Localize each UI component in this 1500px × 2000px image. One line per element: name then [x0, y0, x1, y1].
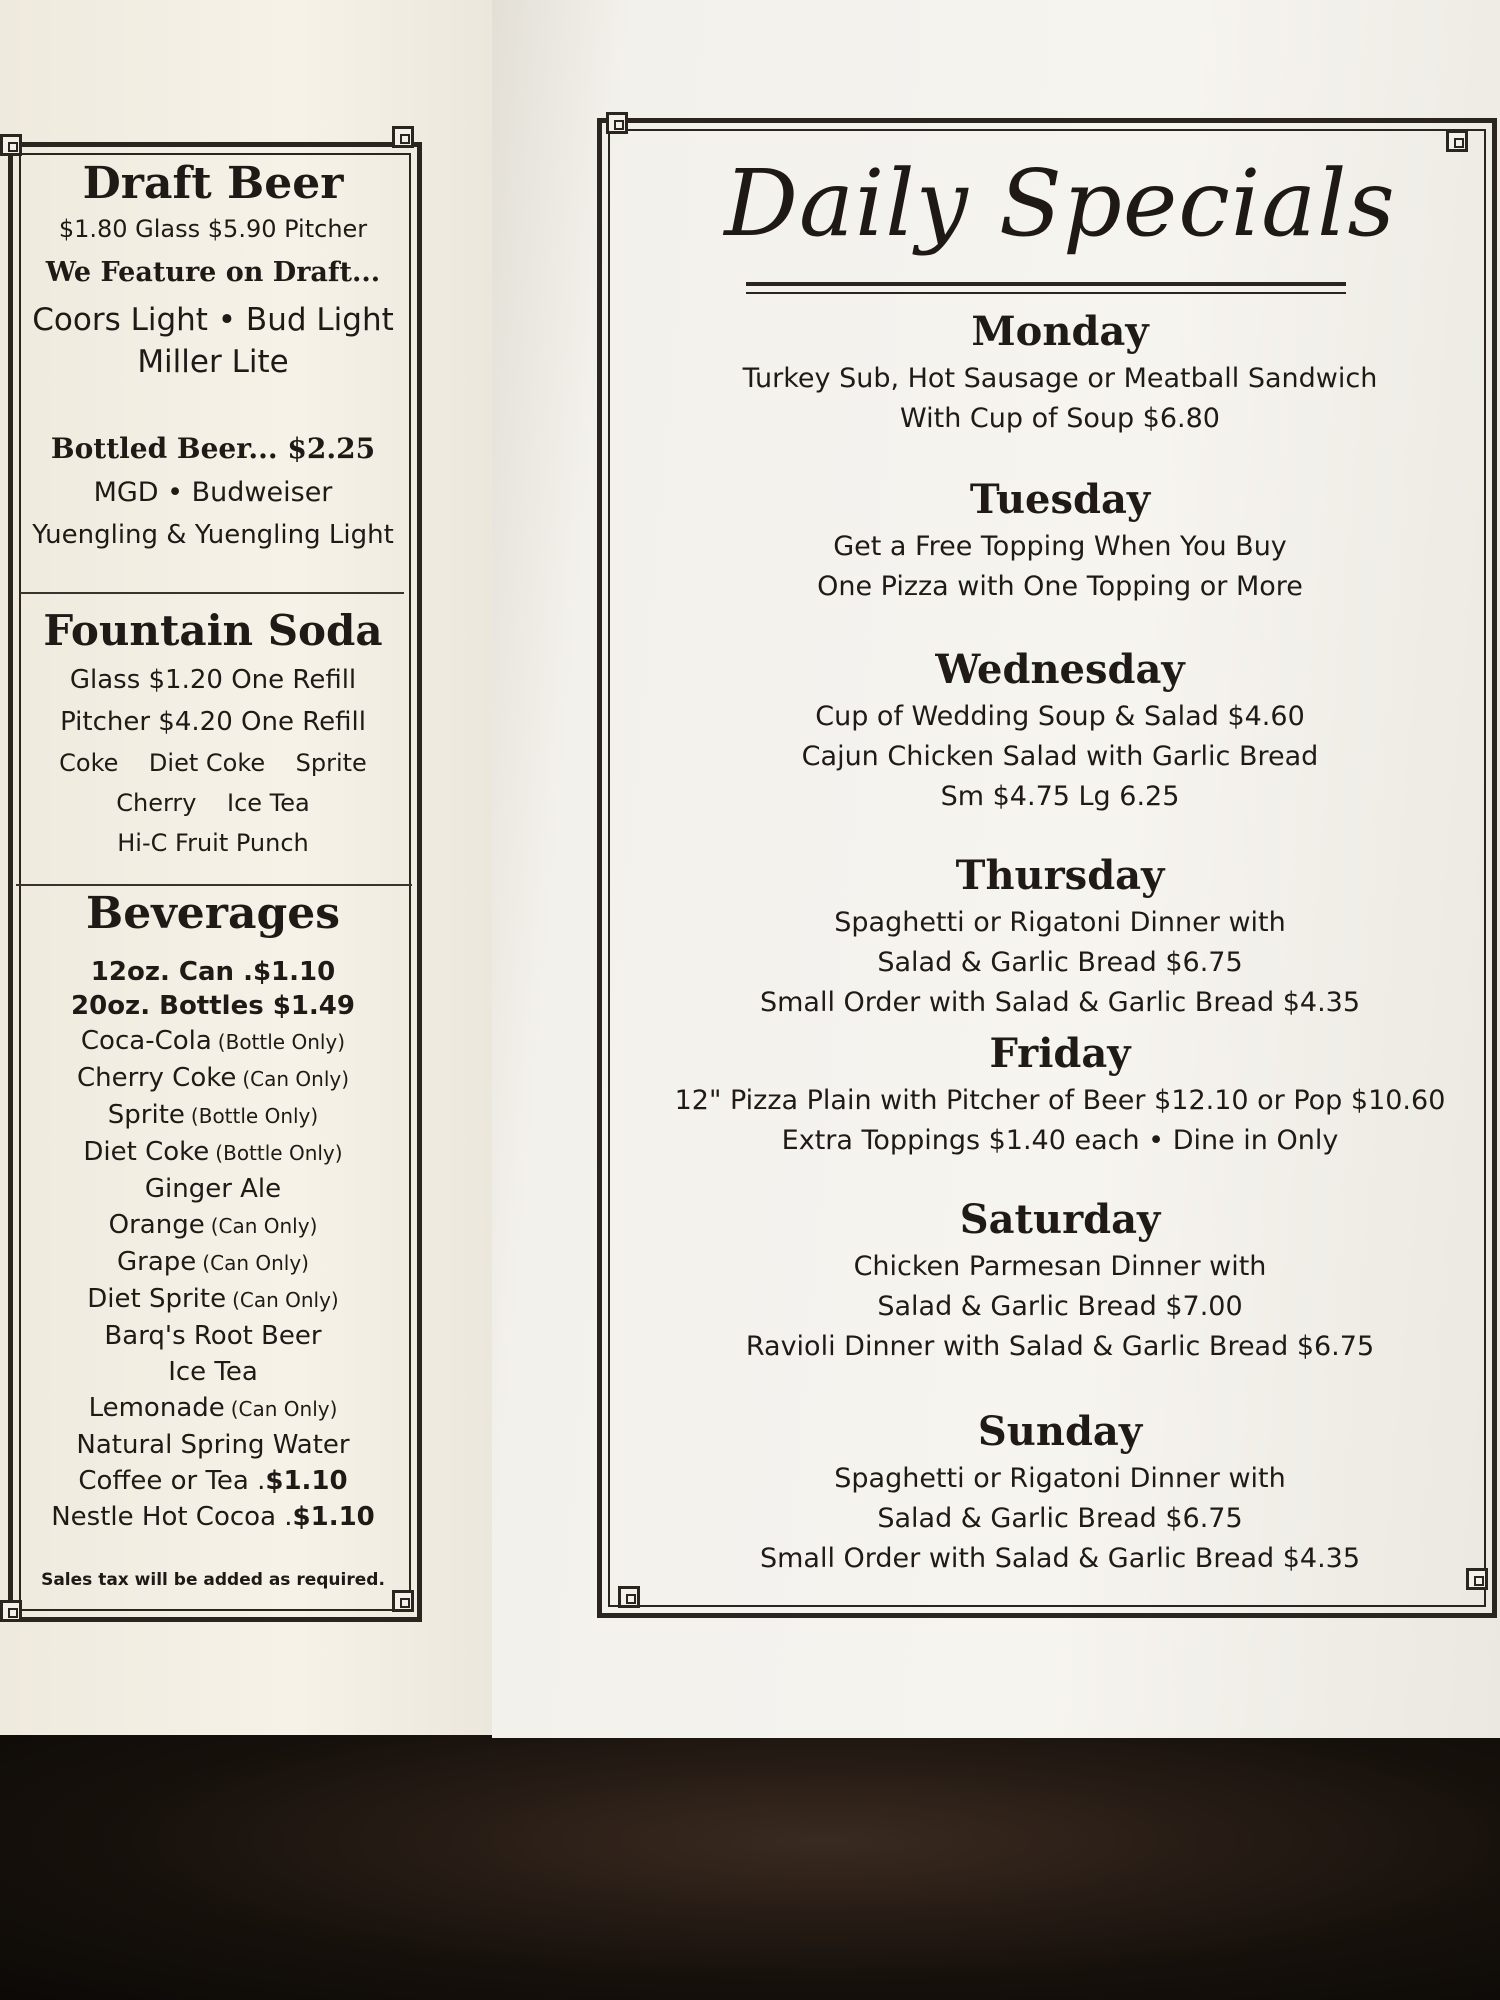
beverages-bottle-price: 20oz. Bottles $1.49: [71, 991, 355, 1021]
special-line: Small Order with Salad & Garlic Bread $4.35: [759, 1543, 1361, 1574]
beverage-item: [18, 1171, 408, 1207]
beverage-item: [18, 1244, 408, 1281]
beverage-item: [18, 1354, 408, 1390]
beverage-note: (Can Only): [232, 1288, 339, 1312]
special-friday: [640, 1030, 1480, 1161]
special-wednesday: [640, 646, 1480, 817]
special-line: Chicken Parmesan Dinner with: [853, 1251, 1267, 1282]
fountain-flavors-line-2: Cherry Ice Tea: [116, 789, 310, 817]
beverage-item: [18, 1134, 408, 1171]
beverage-item: [18, 1318, 408, 1354]
day-heading: Tuesday: [969, 476, 1151, 523]
beverage-name: Natural Spring Water: [76, 1430, 350, 1460]
fountain-flavors-line-1: Coke Diet Coke Sprite: [59, 749, 367, 777]
bottled-beer-title: Bottled Beer... $2.25: [50, 432, 376, 465]
beverage-name: Diet Sprite: [87, 1284, 227, 1314]
special-line: Spaghetti or Rigatoni Dinner with: [834, 907, 1286, 938]
special-line: Get a Free Topping When You Buy: [833, 531, 1287, 562]
beverage-price: $1.10: [265, 1466, 348, 1496]
beverage-name: Coffee or Tea .: [78, 1466, 266, 1496]
special-line: Ravioli Dinner with Salad & Garlic Bread $6.75: [745, 1331, 1375, 1362]
left-frame-corner-icon: [0, 134, 22, 156]
beverage-note: (Can Only): [242, 1067, 350, 1091]
special-line: Small Order with Salad & Garlic Bread $4.35: [759, 987, 1361, 1018]
draft-brands-line-1: Coors Light • Bud Light: [32, 302, 394, 338]
fountain-glass-price: Glass $1.20 One Refill: [69, 665, 357, 695]
daily-specials-header: [640, 150, 1480, 257]
beverage-item: [18, 1060, 408, 1097]
day-heading: Saturday: [959, 1196, 1161, 1243]
bottled-beer-section: [18, 432, 408, 550]
special-line: Turkey Sub, Hot Sausage or Meatball Sandwich: [742, 363, 1378, 394]
special-line: Cup of Wedding Soup & Salad $4.60: [815, 701, 1305, 732]
beverage-note: (Bottle Only): [215, 1141, 343, 1165]
beverage-item: [18, 1499, 408, 1535]
draft-beer-section: [18, 158, 408, 380]
beverage-name: Orange: [108, 1210, 205, 1240]
special-line: One Pizza with One Topping or More: [817, 571, 1303, 602]
draft-brands-line-2: Miller Lite: [137, 344, 289, 380]
beverage-name: Cherry Coke: [76, 1063, 237, 1093]
beverage-item: [18, 1023, 408, 1060]
right-frame-corner-icon: [606, 112, 628, 134]
special-sunday: [640, 1408, 1480, 1579]
beverage-name: Diet Coke: [83, 1137, 210, 1167]
left-frame-corner-icon: [0, 1600, 22, 1622]
special-line: Cajun Chicken Salad with Garlic Bread: [801, 741, 1319, 772]
beverage-name: Grape: [117, 1247, 197, 1277]
fountain-soda-title: Fountain Soda: [43, 606, 383, 655]
menu-left-panel: [0, 0, 492, 1735]
beverage-item: [18, 1281, 408, 1318]
title-underline-thin: [746, 292, 1346, 294]
special-saturday: [640, 1196, 1480, 1367]
beverage-name: Sprite: [107, 1100, 185, 1130]
beverage-item: [18, 1427, 408, 1463]
left-frame-corner-icon: [392, 126, 414, 148]
right-frame-corner-icon: [618, 1586, 640, 1608]
special-line: 12" Pizza Plain with Pitcher of Beer $12.10 or Pop $10.60: [674, 1085, 1446, 1116]
sales-tax-note: Sales tax will be added as required.: [41, 1570, 385, 1590]
special-line: Salad & Garlic Bread $7.00: [877, 1291, 1243, 1322]
day-heading: Sunday: [977, 1408, 1143, 1455]
right-frame-corner-icon: [1446, 130, 1468, 152]
beverage-item: [18, 1390, 408, 1427]
tax-note-wrap: [18, 1570, 408, 1590]
beverage-note: (Can Only): [230, 1397, 338, 1421]
beverage-name: Ice Tea: [168, 1357, 258, 1387]
beverage-note: (Can Only): [210, 1214, 318, 1238]
beverage-name: Barq's Root Beer: [104, 1321, 322, 1351]
daily-specials-title: Daily Specials: [724, 150, 1396, 257]
special-line: Salad & Garlic Bread $6.75: [877, 1503, 1243, 1534]
bottled-brands-line-1: MGD • Budweiser: [93, 477, 333, 508]
beverages-title: Beverages: [86, 888, 340, 939]
draft-beer-title: Draft Beer: [82, 158, 344, 209]
day-heading: Friday: [989, 1030, 1131, 1077]
fountain-pitcher-price: Pitcher $4.20 One Refill: [60, 707, 366, 737]
beverage-name: Nestle Hot Cocoa .: [51, 1502, 293, 1532]
special-line: Spaghetti or Rigatoni Dinner with: [834, 1463, 1286, 1494]
fountain-flavors-line-3: Hi-C Fruit Punch: [117, 829, 309, 857]
fountain-soda-section: [18, 606, 408, 857]
beverage-item: [18, 1463, 408, 1499]
draft-feature-heading: We Feature on Draft...: [45, 257, 381, 288]
beverage-name: Ginger Ale: [144, 1174, 282, 1204]
section-divider: [16, 884, 412, 886]
beverages-can-price: 12oz. Can .$1.10: [90, 957, 336, 987]
title-underline: [746, 282, 1346, 286]
special-line: Salad & Garlic Bread $6.75: [877, 947, 1243, 978]
beverage-note: (Bottle Only): [217, 1030, 346, 1054]
beverage-price: $1.10: [292, 1502, 375, 1532]
special-thursday: [640, 852, 1480, 1023]
beverage-note: (Can Only): [202, 1251, 309, 1275]
beverage-item: [18, 1097, 408, 1134]
day-heading: Thursday: [955, 852, 1165, 899]
beverage-name: Lemonade: [88, 1393, 225, 1423]
special-tuesday: [640, 476, 1480, 607]
section-divider: [20, 592, 404, 594]
bottled-brands-line-2: Yuengling & Yuengling Light: [32, 520, 394, 550]
day-heading: Monday: [971, 308, 1149, 355]
beverage-item: [18, 1207, 408, 1244]
left-frame-corner-icon: [392, 1590, 414, 1612]
special-monday: [640, 308, 1480, 439]
beverage-note: (Bottle Only): [190, 1104, 319, 1128]
beverages-list: [18, 1023, 408, 1535]
beverage-name: Coca-Cola: [80, 1026, 212, 1056]
background-shadow: [0, 1735, 1500, 2000]
beverages-section: [18, 888, 408, 1535]
special-line: Extra Toppings $1.40 each • Dine in Only: [781, 1125, 1339, 1156]
special-line: With Cup of Soup $6.80: [900, 403, 1220, 434]
day-heading: Wednesday: [935, 646, 1185, 693]
draft-beer-prices: $1.80 Glass $5.90 Pitcher: [58, 215, 368, 243]
special-line: Sm $4.75 Lg 6.25: [940, 781, 1180, 812]
